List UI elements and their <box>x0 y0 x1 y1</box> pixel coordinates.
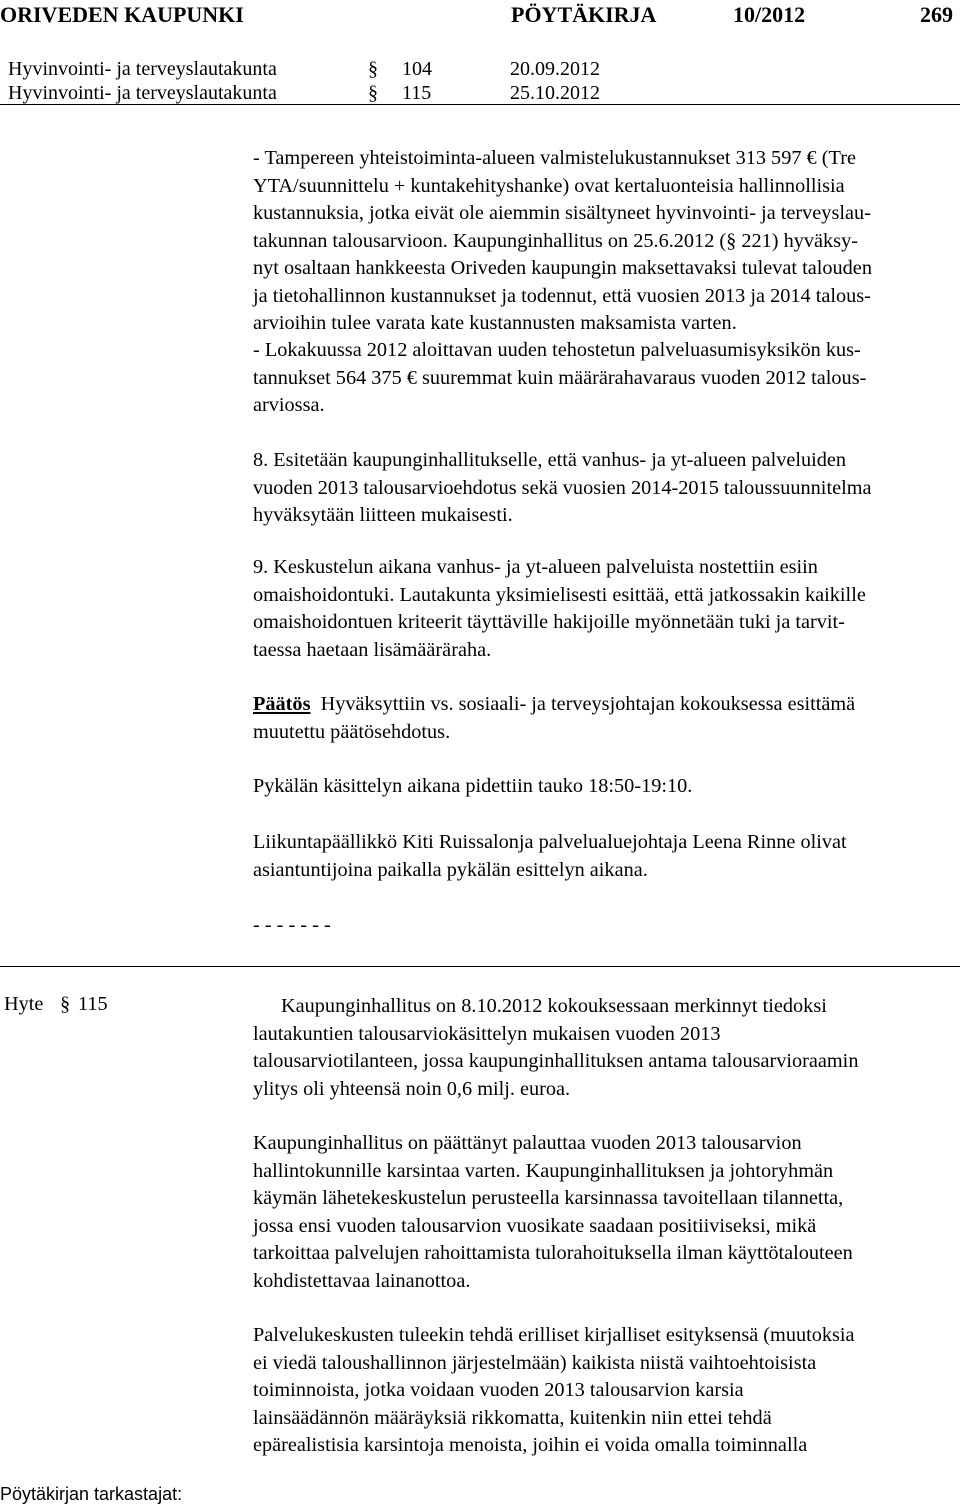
meeting-date-1: 20.09.2012 <box>510 58 600 80</box>
document-number: 10/2012 <box>733 2 806 27</box>
section-divider <box>0 966 960 967</box>
meeting-section-number-1: 104 <box>402 58 432 80</box>
hyte-paragraph-1: Kaupunginhallitus on 8.10.2012 kokouksessaan merkinnyt tiedoksi lautakuntien talousarviokäsittelyn mukaisen vuoden 2013 talousarviotilanteen, jossa kaupunginhallituksen antama talousarvioraamin ylitys oli yhteensä noin 0,6 milj. euroa. <box>253 995 859 1100</box>
meeting-body-2: Hyvinvointi- ja terveyslautakunta <box>8 82 277 104</box>
decision-label: Päätös <box>253 693 311 715</box>
meeting-body-1: Hyvinvointi- ja terveyslautakunta <box>8 58 277 80</box>
paragraph-item-9: 9. Keskustelun aikana vanhus- ja yt-alueen palveluista nostettiin esiin omaishoidontuki. Lautakunta yksimielisesti esittää, että jatkossakin kaikille omaishoidontuen kriteerit täyttäville hakijoille myönnetään tuki ja tarvit- taessa haetaan lisämääräraha. <box>253 556 866 661</box>
meeting-date-2: 25.10.2012 <box>510 82 600 104</box>
paragraph-item-8: 8. Esitetään kaupunginhallitukselle, että vanhus- ja yt-alueen palveluiden vuoden 2013 talousarvioehdotus sekä vuosien 2014-2015 taloussuunnitelma hyväksytään liitteen mukaisesti. <box>253 449 872 526</box>
document-type: PÖYTÄKIRJA <box>511 2 657 27</box>
header-divider <box>0 104 960 105</box>
paragraph-budget-costs: - Tampereen yhteistoiminta-alueen valmistelukustannukset 313 597 € (Tre YTA/suunnittelu + kuntakehityshanke) ovat kertaluonteisia hallinnollisia kustannuksia, jotka eivät ole aiemmin sisältyneet hyvinvointi- ja terveyslau- takunnan talousarvioon. Kaupunginhallitus on 25.6.2012 (§ 221) hyväksy- nyt osaltaan hankkeesta Oriveden kaupungin maksettavaksi tulevat talouden ja tietohallinnon kustannukset ja todennut, että vuosien 2013 ja 2014 talous- arvioihin tulee varata kate kustannusten maksamista varten. <box>253 147 872 334</box>
hyte-section-sign: § <box>60 993 71 1015</box>
paragraph-experts: Liikuntapäällikkö Kiti Ruissalonja palvelualuejohtaja Leena Rinne olivat asiantuntijoina paikalla pykälän esittelyn aikana. <box>253 831 847 881</box>
hyte-label: Hyte <box>4 993 44 1015</box>
hyte-section-number: 115 <box>78 993 108 1015</box>
organization-name: ORIVEDEN KAUPUNKI <box>0 2 244 27</box>
section-end-dashes: - - - - - - - <box>253 914 331 936</box>
minutes-reviewers-label: Pöytäkirjan tarkastajat: <box>0 1484 183 1504</box>
hyte-paragraph-3: Palvelukeskusten tuleekin tehdä erilliset kirjalliset esityksensä (muutoksia ei viedä taloushallinnon järjestelmään) kaikista niistä vaihtoehtoisista toiminnoista, jotka voidaan vuoden 2013 talousarvion karsia lainsäädännön määräyksiä rikkomatta, kuitenkin niin ettei tehdä epärealistisia karsintoja menoista, joihin ei voida omalla toiminnalla <box>253 1324 855 1456</box>
meeting-section-number-2: 115 <box>402 82 432 104</box>
page-number: 269 <box>920 2 953 27</box>
paragraph-assisted-living: - Lokakuussa 2012 aloittavan uuden tehostetun palveluasumisyksikön kus- tannukset 564 375 € suuremmat kuin määrärahavaraus vuoden 2012 talous- arviossa. <box>253 339 867 416</box>
hyte-paragraph-2: Kaupunginhallitus on päättänyt palauttaa vuoden 2013 talousarvion hallintokunnille karsintaa varten. Kaupunginhallituksen ja johtoryhmän käymän lähetekeskustelun perusteella karsinnassa tavoitellaan tilannetta, jossa ensi vuoden talousarvion vuosikate saadaan positiiviseksi, mikä tarkoittaa palvelujen rahoittamista tulorahoituksella ilman käyttötalouteen kohdistettavaa lainanottoa. <box>253 1132 853 1292</box>
paragraph-break-time: Pykälän käsittelyn aikana pidettiin tauko 18:50-19:10. <box>253 775 693 797</box>
section-sign-2: § <box>368 82 378 104</box>
section-sign-1: § <box>368 58 378 80</box>
decision-paragraph: Päätös Hyväksyttiin vs. sosiaali- ja terveysjohtajan kokouksessa esittämä muutettu päätösehdotus. <box>253 693 856 743</box>
